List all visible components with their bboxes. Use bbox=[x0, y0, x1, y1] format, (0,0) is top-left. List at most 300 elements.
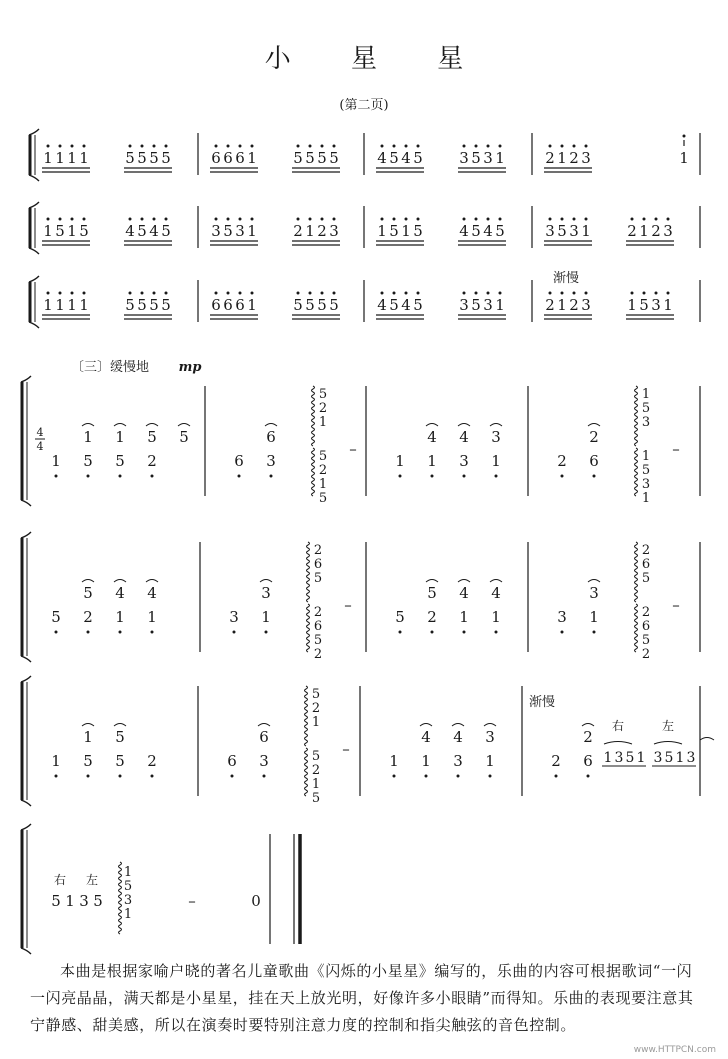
note: 3 bbox=[581, 149, 591, 167]
bass-note: 3 bbox=[557, 608, 567, 626]
bass-note: 3 bbox=[459, 452, 469, 470]
note: 3 bbox=[569, 222, 579, 240]
note: 3 bbox=[79, 892, 89, 910]
arpeggio-wave bbox=[635, 386, 638, 446]
arpeggio-wave bbox=[305, 686, 308, 746]
chord-note: 2 bbox=[318, 401, 328, 416]
ornament-tie bbox=[265, 424, 277, 427]
time-signature-top: 4 bbox=[36, 426, 44, 439]
note: 3 bbox=[663, 222, 673, 240]
octave-dot bbox=[643, 218, 646, 221]
octave-dot bbox=[593, 475, 596, 478]
octave-dot bbox=[499, 218, 502, 221]
octave-dot bbox=[405, 218, 408, 221]
arpeggio-wave bbox=[312, 386, 315, 446]
octave-dot bbox=[141, 292, 144, 295]
bass-note: 2 bbox=[551, 752, 561, 770]
note: 5 bbox=[93, 892, 103, 910]
octave-dot bbox=[297, 145, 300, 148]
octave-dot bbox=[321, 292, 324, 295]
bass-note: 1 bbox=[589, 608, 599, 626]
octave-dot bbox=[495, 475, 498, 478]
melody-note: 4 bbox=[459, 584, 469, 602]
melody-note: 3 bbox=[485, 728, 495, 746]
octave-dot bbox=[399, 631, 402, 634]
octave-dot bbox=[239, 145, 242, 148]
note: 6 bbox=[211, 296, 221, 314]
melody-note: 2 bbox=[589, 428, 599, 446]
bass-note: 5 bbox=[395, 608, 405, 626]
octave-dot bbox=[573, 218, 576, 221]
bracket-hook bbox=[29, 276, 39, 282]
section-label: 〔三〕缓慢地 bbox=[70, 360, 150, 375]
note: 5 bbox=[625, 750, 635, 766]
bass-note: 1 bbox=[115, 608, 125, 626]
octave-dot bbox=[417, 292, 420, 295]
page-title: 小 星 星 bbox=[264, 44, 490, 74]
note: 1 bbox=[55, 296, 65, 314]
octave-dot bbox=[87, 631, 90, 634]
octave-dot bbox=[263, 775, 266, 778]
bracket-hook bbox=[21, 824, 31, 830]
arpeggio-wave bbox=[305, 748, 308, 796]
chord-note: 2 bbox=[641, 605, 651, 620]
bass-note: 3 bbox=[259, 752, 269, 770]
bass-note: 2 bbox=[147, 752, 157, 770]
octave-dot bbox=[381, 292, 384, 295]
ornament-tie bbox=[146, 424, 158, 427]
melody-note: 1 bbox=[83, 728, 93, 746]
chord-note: 2 bbox=[313, 605, 323, 620]
note: 1 bbox=[495, 296, 505, 314]
octave-dot bbox=[55, 775, 58, 778]
note: 3 bbox=[653, 750, 663, 766]
note: 1 bbox=[679, 149, 689, 167]
note: 3 bbox=[211, 222, 221, 240]
octave-dot bbox=[333, 292, 336, 295]
octave-dot bbox=[457, 775, 460, 778]
octave-dot bbox=[417, 218, 420, 221]
chord-note: 2 bbox=[311, 701, 321, 716]
octave-dot bbox=[655, 218, 658, 221]
note: 6 bbox=[211, 149, 221, 167]
octave-dot bbox=[251, 145, 254, 148]
chord-note: 5 bbox=[318, 449, 328, 464]
note: 5 bbox=[557, 222, 567, 240]
note: 5 bbox=[664, 750, 674, 766]
octave-dot bbox=[71, 145, 74, 148]
note: 1 bbox=[65, 892, 75, 910]
ornament-tie bbox=[82, 580, 94, 583]
ornament-tie bbox=[426, 580, 438, 583]
ornament-tie bbox=[490, 580, 502, 583]
ornament-tie bbox=[458, 424, 470, 427]
note: 5 bbox=[305, 149, 315, 167]
octave-dot bbox=[309, 292, 312, 295]
note: 5 bbox=[471, 296, 481, 314]
chord-note: 1 bbox=[318, 415, 328, 430]
octave-dot bbox=[153, 145, 156, 148]
note: 5 bbox=[413, 296, 423, 314]
chord-note: 5 bbox=[318, 491, 328, 506]
octave-dot bbox=[119, 475, 122, 478]
note: 3 bbox=[459, 296, 469, 314]
bass-note: 1 bbox=[51, 452, 61, 470]
octave-dot bbox=[667, 218, 670, 221]
octave-dot bbox=[270, 475, 273, 478]
melody-note: 4 bbox=[421, 728, 431, 746]
octave-dot bbox=[475, 218, 478, 221]
bracket-hook bbox=[29, 129, 39, 135]
octave-dot bbox=[129, 292, 132, 295]
octave-dot bbox=[297, 292, 300, 295]
melody-note: 5 bbox=[427, 584, 437, 602]
ornament-tie bbox=[178, 424, 190, 427]
watermark: www.HTTPCN.com bbox=[633, 1045, 716, 1055]
note: 6 bbox=[235, 296, 245, 314]
melody-note: 6 bbox=[266, 428, 276, 446]
bass-note: 6 bbox=[234, 452, 244, 470]
chord-note: 5 bbox=[311, 687, 321, 702]
melody-note: 1 bbox=[115, 428, 125, 446]
note: 2 bbox=[545, 296, 555, 314]
ornament-tie bbox=[490, 424, 502, 427]
octave-dot bbox=[227, 292, 230, 295]
bass-note: 1 bbox=[389, 752, 399, 770]
ornament-tie bbox=[458, 580, 470, 583]
chord-note: 5 bbox=[311, 791, 321, 806]
bracket-hook bbox=[21, 676, 31, 682]
ornament-tie bbox=[420, 724, 432, 727]
octave-dot bbox=[463, 475, 466, 478]
note: 5 bbox=[293, 296, 303, 314]
octave-dot bbox=[309, 218, 312, 221]
note: 5 bbox=[51, 892, 61, 910]
note: 5 bbox=[389, 149, 399, 167]
octave-dot bbox=[643, 292, 646, 295]
octave-dot bbox=[165, 145, 168, 148]
bracket-hook bbox=[21, 800, 31, 806]
phrase-slur bbox=[604, 742, 632, 745]
ornament-tie bbox=[582, 724, 594, 727]
octave-dot bbox=[393, 292, 396, 295]
tempo-rit-mark: 渐慢 bbox=[528, 695, 556, 710]
octave-dot bbox=[489, 775, 492, 778]
rest-dash: – bbox=[344, 596, 352, 614]
note: 5 bbox=[329, 149, 339, 167]
note: 5 bbox=[317, 296, 327, 314]
chord-note: 2 bbox=[641, 647, 651, 662]
octave-dot bbox=[587, 775, 590, 778]
octave-dot bbox=[151, 631, 154, 634]
octave-dot bbox=[549, 218, 552, 221]
note: 1 bbox=[557, 149, 567, 167]
octave-dot bbox=[549, 292, 552, 295]
octave-dot bbox=[239, 218, 242, 221]
note: 4 bbox=[459, 222, 469, 240]
note: 5 bbox=[317, 149, 327, 167]
time-signature-bottom: 4 bbox=[36, 440, 44, 453]
chord-note: 5 bbox=[641, 463, 651, 478]
octave-dot bbox=[83, 218, 86, 221]
octave-dot bbox=[631, 292, 634, 295]
octave-dot bbox=[487, 218, 490, 221]
note: 5 bbox=[137, 222, 147, 240]
octave-dot bbox=[151, 775, 154, 778]
ornament-tie bbox=[452, 724, 464, 727]
chord-note: 3 bbox=[123, 893, 133, 908]
chord-note: 2 bbox=[313, 543, 323, 558]
note: 5 bbox=[137, 296, 147, 314]
octave-dot bbox=[561, 475, 564, 478]
bass-note: 5 bbox=[115, 452, 125, 470]
note: 5 bbox=[639, 296, 649, 314]
chord-note: 1 bbox=[123, 907, 133, 922]
octave-dot bbox=[87, 775, 90, 778]
melody-note: 1 bbox=[83, 428, 93, 446]
rest-dash: – bbox=[188, 892, 196, 910]
chord-note: 2 bbox=[313, 647, 323, 662]
octave-dot bbox=[561, 145, 564, 148]
ornament-tie bbox=[588, 424, 600, 427]
chord-note: 1 bbox=[311, 777, 321, 792]
melody-note: 5 bbox=[179, 428, 189, 446]
chord-note: 5 bbox=[641, 633, 651, 648]
arpeggio-wave bbox=[635, 542, 638, 602]
bass-note: 3 bbox=[453, 752, 463, 770]
note: 1 bbox=[639, 222, 649, 240]
bracket-hook bbox=[21, 500, 31, 506]
octave-dot bbox=[59, 218, 62, 221]
octave-dot bbox=[417, 145, 420, 148]
melody-note: 4 bbox=[491, 584, 501, 602]
chord-note: 1 bbox=[311, 715, 321, 730]
octave-dot bbox=[55, 631, 58, 634]
octave-dot bbox=[47, 292, 50, 295]
octave-dot bbox=[47, 218, 50, 221]
note: 3 bbox=[235, 222, 245, 240]
chord-note: 2 bbox=[311, 763, 321, 778]
note: 2 bbox=[317, 222, 327, 240]
rest-dash: – bbox=[349, 440, 357, 458]
bass-note: 1 bbox=[51, 752, 61, 770]
melody-note: 4 bbox=[453, 728, 463, 746]
melody-note: 4 bbox=[459, 428, 469, 446]
arpeggio-wave bbox=[635, 604, 638, 652]
octave-dot bbox=[475, 145, 478, 148]
octave-dot bbox=[381, 145, 384, 148]
note: 5 bbox=[389, 222, 399, 240]
octave-dot bbox=[499, 145, 502, 148]
melody-note: 5 bbox=[147, 428, 157, 446]
bass-note: 2 bbox=[427, 608, 437, 626]
octave-dot bbox=[251, 292, 254, 295]
note: 1 bbox=[247, 296, 257, 314]
bass-note: 1 bbox=[395, 452, 405, 470]
bracket-hook bbox=[21, 656, 31, 662]
chord-note: 1 bbox=[641, 449, 651, 464]
octave-dot bbox=[151, 475, 154, 478]
rest-dash: – bbox=[672, 596, 680, 614]
ornament-tie bbox=[82, 424, 94, 427]
left-hand-mark: 左 bbox=[85, 873, 99, 887]
chord-note: 1 bbox=[641, 491, 651, 506]
octave-dot bbox=[431, 631, 434, 634]
note: 1 bbox=[401, 222, 411, 240]
octave-dot bbox=[265, 631, 268, 634]
ornament-tie bbox=[114, 424, 126, 427]
note: 5 bbox=[223, 222, 233, 240]
octave-dot bbox=[463, 145, 466, 148]
ornament-tie bbox=[588, 580, 600, 583]
octave-dot bbox=[59, 292, 62, 295]
octave-dot bbox=[55, 475, 58, 478]
octave-dot bbox=[309, 145, 312, 148]
octave-dot bbox=[573, 292, 576, 295]
bass-note: 2 bbox=[557, 452, 567, 470]
bass-note: 2 bbox=[83, 608, 93, 626]
chord-note: 1 bbox=[123, 865, 133, 880]
chord-note: 1 bbox=[641, 387, 651, 402]
chord-note: 5 bbox=[641, 401, 651, 416]
note: 5 bbox=[329, 296, 339, 314]
octave-dot bbox=[71, 218, 74, 221]
page-number-label: (第二页) bbox=[339, 98, 389, 113]
octave-dot bbox=[215, 145, 218, 148]
bass-note: 5 bbox=[115, 752, 125, 770]
note: 5 bbox=[149, 149, 159, 167]
note: 4 bbox=[149, 222, 159, 240]
note: 5 bbox=[471, 149, 481, 167]
note: 3 bbox=[483, 149, 493, 167]
chord-note: 6 bbox=[641, 557, 651, 572]
octave-dot bbox=[333, 218, 336, 221]
right-hand-mark: 右 bbox=[53, 873, 67, 887]
octave-dot bbox=[585, 145, 588, 148]
note: 6 bbox=[223, 149, 233, 167]
octave-dot bbox=[393, 145, 396, 148]
note: 1 bbox=[43, 296, 53, 314]
octave-dot bbox=[165, 218, 168, 221]
note: 3 bbox=[581, 296, 591, 314]
note: 1 bbox=[305, 222, 315, 240]
note: 5 bbox=[161, 296, 171, 314]
octave-dot bbox=[475, 292, 478, 295]
note: 5 bbox=[55, 222, 65, 240]
bass-note: 1 bbox=[261, 608, 271, 626]
chord-note: 1 bbox=[318, 477, 328, 492]
note: 5 bbox=[293, 149, 303, 167]
octave-dot bbox=[215, 292, 218, 295]
note: 5 bbox=[125, 149, 135, 167]
octave-dot bbox=[141, 145, 144, 148]
octave-dot bbox=[585, 218, 588, 221]
note: 3 bbox=[651, 296, 661, 314]
bass-note: 6 bbox=[589, 452, 599, 470]
note: 2 bbox=[569, 296, 579, 314]
octave-dot bbox=[129, 218, 132, 221]
bracket-hook bbox=[29, 202, 39, 208]
melody-note: 5 bbox=[115, 728, 125, 746]
note: 1 bbox=[67, 222, 77, 240]
ornament-tie bbox=[484, 724, 496, 727]
ornament-tie bbox=[258, 724, 270, 727]
melody-note: 4 bbox=[115, 584, 125, 602]
octave-dot bbox=[165, 292, 168, 295]
octave-dot bbox=[83, 292, 86, 295]
note: 5 bbox=[149, 296, 159, 314]
note: 5 bbox=[125, 296, 135, 314]
note: 3 bbox=[614, 750, 624, 766]
octave-dot bbox=[233, 631, 236, 634]
note: 1 bbox=[675, 750, 685, 766]
bass-note: 5 bbox=[51, 608, 61, 626]
note: 2 bbox=[651, 222, 661, 240]
arpeggio-wave bbox=[307, 604, 310, 652]
bass-note: 6 bbox=[583, 752, 593, 770]
octave-dot bbox=[499, 292, 502, 295]
octave-dot bbox=[593, 631, 596, 634]
octave-dot bbox=[238, 475, 241, 478]
octave-dot bbox=[549, 145, 552, 148]
ornament-tie bbox=[114, 580, 126, 583]
rest-dash: – bbox=[672, 440, 680, 458]
bass-note: 1 bbox=[491, 452, 501, 470]
melody-note: 5 bbox=[83, 584, 93, 602]
ornament-tie bbox=[82, 724, 94, 727]
bracket-hook bbox=[29, 248, 39, 254]
note: 4 bbox=[483, 222, 493, 240]
bass-note: 1 bbox=[147, 608, 157, 626]
octave-dot bbox=[297, 218, 300, 221]
chord-note: 5 bbox=[123, 879, 133, 894]
arpeggio-wave bbox=[307, 542, 310, 602]
note: 1 bbox=[627, 296, 637, 314]
bass-note: 2 bbox=[147, 452, 157, 470]
note: 1 bbox=[43, 149, 53, 167]
octave-dot bbox=[47, 145, 50, 148]
octave-dot bbox=[399, 475, 402, 478]
note: 4 bbox=[377, 149, 387, 167]
bass-note: 3 bbox=[266, 452, 276, 470]
chord-note: 5 bbox=[313, 633, 323, 648]
note: 6 bbox=[223, 296, 233, 314]
octave-dot bbox=[431, 475, 434, 478]
arpeggio-wave bbox=[312, 448, 315, 496]
note: 1 bbox=[79, 149, 89, 167]
right-hand-mark: 右 bbox=[611, 719, 625, 733]
octave-dot bbox=[561, 218, 564, 221]
ornament-tie bbox=[146, 580, 158, 583]
phrase-slur bbox=[700, 738, 714, 741]
dynamic-mark: mp bbox=[178, 360, 202, 375]
ornament-tie bbox=[426, 424, 438, 427]
note: 1 bbox=[581, 222, 591, 240]
octave-dot bbox=[381, 218, 384, 221]
bass-note: 1 bbox=[459, 608, 469, 626]
bracket-hook bbox=[21, 376, 31, 382]
chord-note: 6 bbox=[313, 557, 323, 572]
octave-dot bbox=[655, 292, 658, 295]
bass-note: 6 bbox=[227, 752, 237, 770]
octave-dot bbox=[463, 631, 466, 634]
octave-dot bbox=[321, 218, 324, 221]
octave-dot bbox=[59, 145, 62, 148]
note: 4 bbox=[377, 296, 387, 314]
bass-note: 3 bbox=[229, 608, 239, 626]
octave-dot bbox=[405, 292, 408, 295]
arpeggio-wave bbox=[119, 862, 122, 934]
